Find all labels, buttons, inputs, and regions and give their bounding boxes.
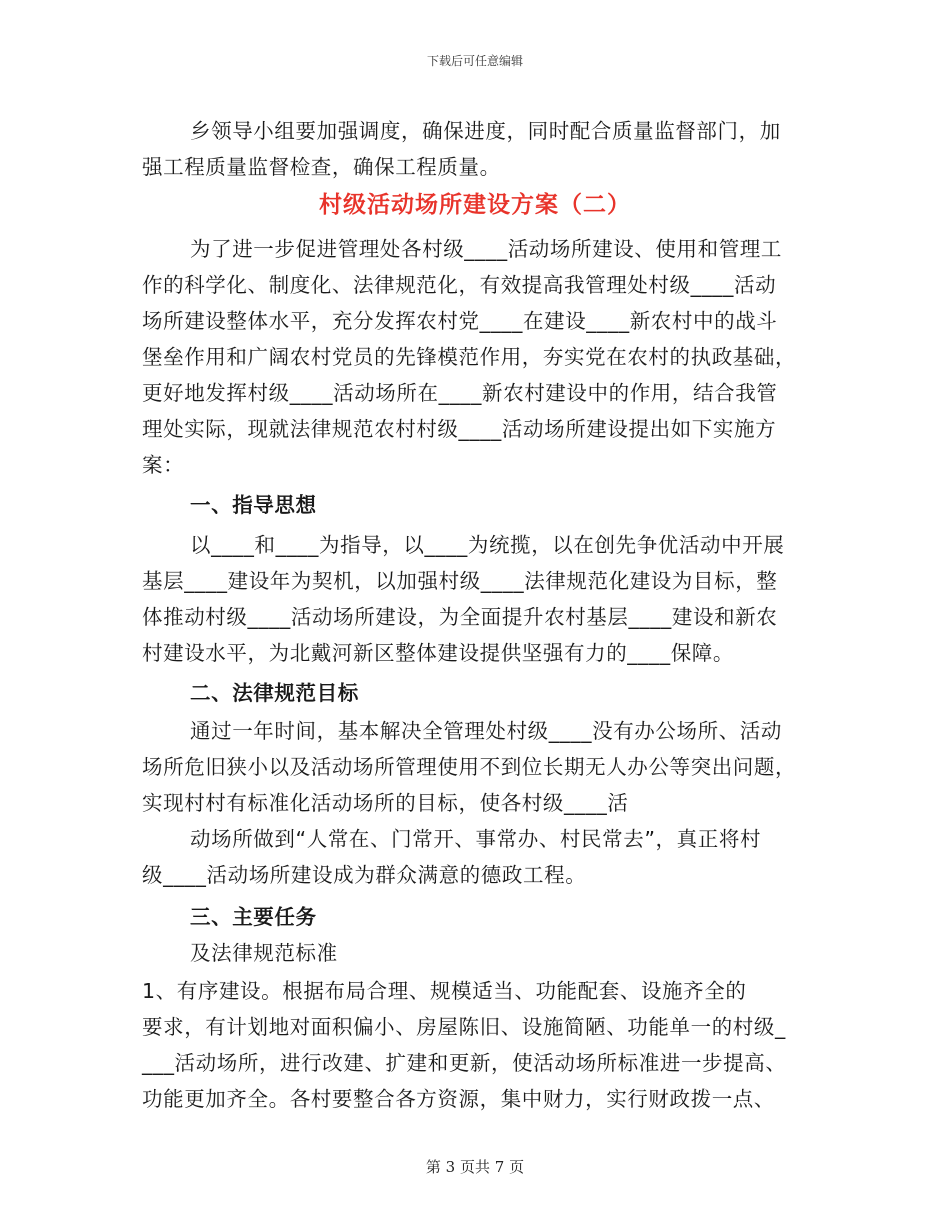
paragraph-line: 实现村村有标准化活动场所的目标，使各村级____活 — [142, 791, 629, 815]
paragraph-line: 为了进一步促进管理处各村级____活动场所建设、使用和管理工 — [190, 237, 782, 261]
section-title: 村级活动场所建设方案（二） — [319, 192, 631, 218]
paragraph-line: 更好地发挥村级____活动场所在____新农村建设中的作用，结合我管 — [142, 381, 778, 405]
paragraph-line: 体推动村级____活动场所建设，为全面提升农村基层____建设和新农 — [142, 605, 778, 629]
paragraph-line: ___活动场所，进行改建、扩建和更新，使活动场所标准进一步提高、 — [142, 1051, 787, 1075]
paragraph-line: 动场所做到“人常在、门常开、事常办、村民常去”，真正将村 — [190, 827, 762, 851]
paragraph-line: 要求，有计划地对面积偏小、房屋陈旧、设施简陋、功能单一的村级_ — [142, 1015, 786, 1039]
page-number: 第 3 页共 7 页 — [425, 1158, 525, 1176]
paragraph-line: 1、有序建设。根据布局合理、规模适当、功能配套、设施齐全的 — [142, 979, 747, 1003]
heading-guiding-ideology: 一、指导思想 — [190, 493, 317, 517]
paragraph-line: 堡垒作用和广阔农村党员的先锋模范作用，夯实党在农村的执政基础， — [142, 345, 797, 369]
paragraph-line: 场所建设整体水平，充分发挥农村党____在建设____新农村中的战斗 — [142, 309, 778, 333]
paragraph-line: 级____活动场所建设成为群众满意的德政工程。 — [142, 863, 587, 887]
page-header-note: 下载后可任意编辑 — [426, 54, 523, 68]
paragraph-line: 基层____建设年为契机，以加强村级____法律规范化建设为目标，整 — [142, 569, 778, 593]
heading-goals: 二、法律规范目标 — [190, 681, 359, 705]
paragraph-line: 案： — [142, 453, 185, 477]
paragraph-line: 场所危旧狭小以及活动场所管理使用不到位长期无人办公等突出问题， — [142, 755, 797, 779]
paragraph-line: 通过一年时间，基本解决全管理处村级____没有办公场所、活动 — [190, 719, 782, 743]
paragraph-line: 乡领导小组要加强调度，确保进度，同时配合质量监督部门，加 — [190, 119, 781, 143]
paragraph-line: 及法律规范标准 — [190, 941, 338, 965]
paragraph-line: 作的科学化、制度化、法律规范化，有效提高我管理处村级____活动 — [142, 273, 777, 297]
paragraph-line: 以____和____为指导，以____为统揽，以在创先争优活动中开展 — [190, 533, 785, 557]
paragraph-line: 强工程质量监督检查，确保工程质量。 — [142, 155, 501, 179]
paragraph-line: 理处实际，现就法律规范农村村级____活动场所建设提出如下实施方 — [142, 417, 777, 441]
heading-main-tasks: 三、主要任务 — [190, 905, 317, 929]
paragraph-line: 村建设水平，为北戴河新区整体建设提供坚强有力的____保障。 — [142, 641, 734, 665]
paragraph-line: 功能更加齐全。各村要整合各方资源，集中财力，实行财政拨一点、 — [142, 1087, 775, 1111]
